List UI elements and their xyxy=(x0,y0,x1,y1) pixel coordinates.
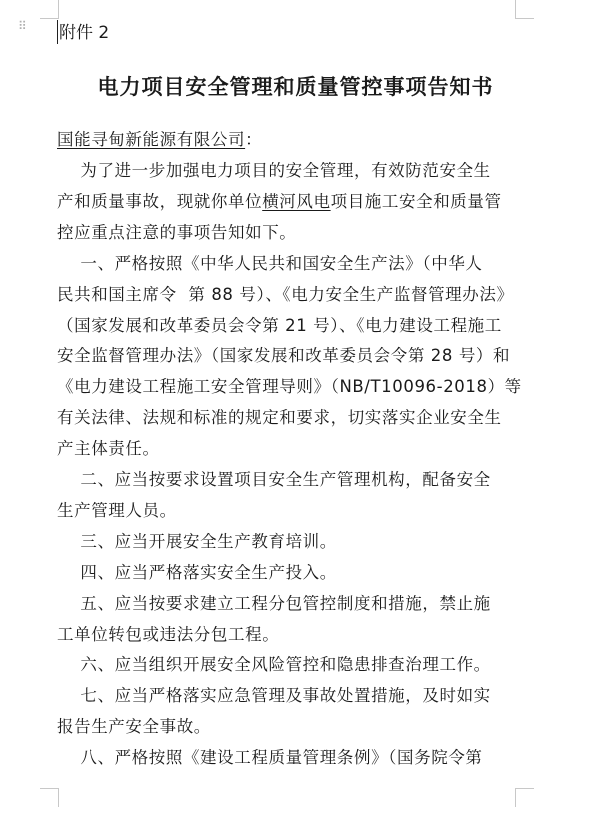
line-text: 六、应当组织开展安全风险管控和隐患排查治理工作。 xyxy=(57,655,491,675)
line-text: 安全监督管理办法》（国家发展和改革委员会令第 28 号）和 xyxy=(57,346,511,366)
body-line xyxy=(57,468,491,492)
line-text: 三、应当开展安全生产教育培训。 xyxy=(57,531,337,551)
line-text: 报告生产安全事故。 xyxy=(57,717,211,737)
body-line xyxy=(57,159,491,183)
line-text: 一、严格按照《中华人民共和国安全生产法》（中华人 xyxy=(57,253,483,273)
line-text: 《电力建设工程施工安全管理导则》（NB/T10096-2018）等 xyxy=(57,377,522,397)
body-line xyxy=(57,252,483,276)
line-text: 为了进一步加强电力项目的安全管理，有效防范安全生 xyxy=(57,161,491,180)
text-cursor xyxy=(57,20,58,44)
line-text: 七、应当严格落实应急管理及事故处置措施，及时如实 xyxy=(57,686,491,706)
line-text: （国家发展和改革委员会令第 21 号）、《电力建设工程施工 xyxy=(57,315,502,335)
body-line xyxy=(57,746,483,770)
body-line xyxy=(57,715,211,739)
recipient-line xyxy=(57,128,262,152)
body-line xyxy=(57,190,502,214)
line-text: 生产管理人员。 xyxy=(57,500,177,520)
body-line xyxy=(57,592,491,616)
line-text: 二、应当按要求设置项目安全生产管理机构，配备安全 xyxy=(57,470,491,489)
line-text: 控应重点注意的事项告知如下。 xyxy=(57,222,297,242)
body-line xyxy=(57,684,491,708)
crop-mark-top-right xyxy=(515,0,534,19)
body-line xyxy=(57,561,337,585)
line-text: 项目施工安全和质量管 xyxy=(330,191,502,211)
line-text: 民共和国主席令 第 88 号）、《电力安全生产监督管理办法》 xyxy=(57,284,514,304)
body-line xyxy=(57,221,296,245)
line-text: 工单位转包或违法分包工程。 xyxy=(57,624,280,644)
body-line xyxy=(57,344,510,368)
attachment-label: 附件 2 xyxy=(59,23,110,43)
body-line xyxy=(57,623,279,647)
line-text: 有关法律、法规和标准的规定和要求，切实落实企业安全生 xyxy=(57,408,502,428)
line-text: 八、严格按照《建设工程质量管理条例》（国务院令第 xyxy=(57,748,483,768)
drag-handle-icon[interactable]: ⠿ xyxy=(18,19,26,33)
body-line xyxy=(57,406,502,430)
line-text: 四、应当严格落实安全生产投入。 xyxy=(57,562,337,582)
line-text: 五、应当按要求建立工程分包管控制度和措施，禁止施 xyxy=(57,593,491,613)
body-line xyxy=(57,530,337,554)
project-name: 横河风电 xyxy=(262,191,331,211)
crop-mark-top-left xyxy=(40,0,59,19)
body-line xyxy=(57,375,522,399)
body-line xyxy=(57,499,177,523)
body-line xyxy=(57,283,514,307)
recipient-colon: ： xyxy=(245,130,263,149)
recipient-name: 国能寻甸新能源有限公司 xyxy=(57,130,246,149)
line-text: 产和质量事故，现就你单位 xyxy=(57,191,263,211)
crop-mark-bottom-left xyxy=(40,788,59,807)
crop-mark-bottom-right xyxy=(515,788,534,807)
body-line xyxy=(57,314,502,338)
line-text: 产主体责任。 xyxy=(57,439,160,459)
body-line xyxy=(57,653,491,677)
body-line xyxy=(57,437,160,461)
page-title: 电力项目安全管理和质量管控事项告知书 xyxy=(97,75,494,99)
